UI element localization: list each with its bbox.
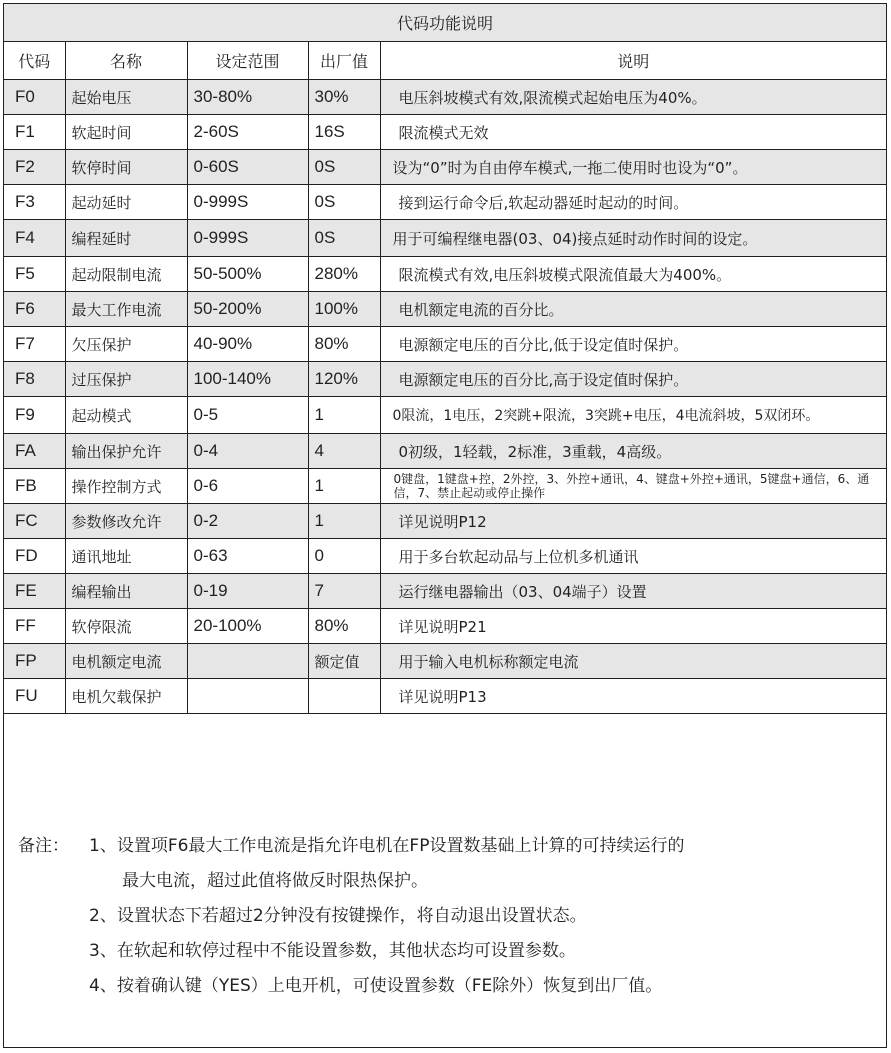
cell-code: F2 [4, 150, 65, 185]
cell-desc: 接到运行命令后,软起动器延时起动的时间。 [380, 185, 886, 220]
cell-range [187, 679, 308, 714]
cell-factory: 30% [308, 80, 380, 115]
note-line: 2、设置状态下若超过2分钟没有按键操作，将自动退出设置状态。 [89, 906, 587, 926]
table-row [4, 115, 886, 150]
note-line: 4、按着确认键（YES）上电开机，可使设置参数（FE除外）恢复到出厂值。 [89, 976, 663, 996]
cell-code: FF [4, 609, 65, 644]
table-row [4, 539, 886, 574]
cell-range: 50-200% [187, 292, 308, 327]
cell-factory: 额定值 [308, 644, 380, 679]
cell-desc: 0键盘，1键盘+控，2外控，3、外控+通讯，4、键盘+外控+通讯，5键盘+通信，6、通信，7、禁止起动或停止操作 [380, 469, 886, 504]
cell-desc: 详见说明P13 [380, 679, 886, 714]
cell-name: 起动延时 [65, 185, 187, 220]
cell-range: 50-500% [187, 257, 308, 292]
cell-desc: 用于多台软起动品与上位机多机通讯 [380, 539, 886, 574]
table-row [4, 220, 886, 257]
cell-range: 0-2 [187, 504, 308, 539]
cell-desc: 0初级，1轻载，2标准，3重载，4高级。 [380, 434, 886, 469]
cell-range: 0-5 [187, 397, 308, 434]
cell-name: 最大工作电流 [65, 292, 187, 327]
cell-factory: 80% [308, 609, 380, 644]
note-line: 1、设置项F6最大工作电流是指允许电机在FP设置数基础上计算的可持续运行的 [89, 836, 685, 856]
cell-code: FB [4, 469, 65, 504]
cell-factory: 0S [308, 185, 380, 220]
cell-desc: 0限流，1电压，2突跳+限流，3突跳+电压，4电流斜坡，5双闭环。 [380, 397, 886, 434]
note-line: 最大电流，超过此值将做反时限热保护。 [122, 871, 428, 891]
cell-desc: 电压斜坡模式有效,限流模式起始电压为40%。 [380, 80, 886, 115]
cell-factory: 0S [308, 220, 380, 257]
cell-code: F6 [4, 292, 65, 327]
cell-range: 30-80% [187, 80, 308, 115]
cell-factory: 0S [308, 150, 380, 185]
cell-name: 电机欠载保护 [65, 679, 187, 714]
cell-code: F8 [4, 362, 65, 397]
cell-name: 欠压保护 [65, 327, 187, 362]
cell-factory: 1 [308, 397, 380, 434]
cell-factory: 16S [308, 115, 380, 150]
table-row [4, 609, 886, 644]
cell-code: FP [4, 644, 65, 679]
cell-range: 40-90% [187, 327, 308, 362]
cell-code: FA [4, 434, 65, 469]
table-row [4, 504, 886, 539]
header-range: 设定范围 [187, 42, 308, 80]
cell-range: 100-140% [187, 362, 308, 397]
cell-name: 软停限流 [65, 609, 187, 644]
table-row [4, 469, 886, 504]
table-row [4, 434, 886, 469]
cell-name: 电机额定电流 [65, 644, 187, 679]
cell-name: 编程延时 [65, 220, 187, 257]
table-row [4, 397, 886, 434]
cell-name: 软停时间 [65, 150, 187, 185]
cell-desc: 限流模式无效 [380, 115, 886, 150]
cell-desc: 用于输入电机标称额定电流 [380, 644, 886, 679]
cell-factory: 120% [308, 362, 380, 397]
cell-desc: 设为“0”时为自由停车模式,一拖二使用时也设为“0”。 [380, 150, 886, 185]
cell-code: F7 [4, 327, 65, 362]
header-desc: 说明 [380, 42, 886, 80]
cell-factory: 0 [308, 539, 380, 574]
table-row [4, 574, 886, 609]
cell-factory: 1 [308, 504, 380, 539]
table-row [4, 185, 886, 220]
header-name: 名称 [65, 42, 187, 80]
table-row [4, 80, 886, 115]
cell-code: F9 [4, 397, 65, 434]
cell-range: 0-63 [187, 539, 308, 574]
table-title: 代码功能说明 [4, 4, 886, 42]
cell-factory: 280% [308, 257, 380, 292]
cell-desc: 详见说明P21 [380, 609, 886, 644]
cell-name: 起动限制电流 [65, 257, 187, 292]
cell-name: 过压保护 [65, 362, 187, 397]
cell-factory: 100% [308, 292, 380, 327]
table-row [4, 327, 886, 362]
cell-name: 软起时间 [65, 115, 187, 150]
table-row [4, 362, 886, 397]
notes-label: 备注： [18, 836, 69, 856]
cell-factory [308, 679, 380, 714]
cell-code: FC [4, 504, 65, 539]
cell-name: 参数修改允许 [65, 504, 187, 539]
cell-factory: 1 [308, 469, 380, 504]
cell-range: 0-60S [187, 150, 308, 185]
cell-code: FU [4, 679, 65, 714]
cell-range: 0-999S [187, 185, 308, 220]
cell-code: FE [4, 574, 65, 609]
table-row [4, 257, 886, 292]
cell-range: 0-999S [187, 220, 308, 257]
cell-name: 编程输出 [65, 574, 187, 609]
cell-code: F5 [4, 257, 65, 292]
code-function-sheet [3, 3, 887, 1048]
table-row [4, 644, 886, 679]
table-header-row [4, 42, 886, 80]
cell-desc: 电机额定电流的百分比。 [380, 292, 886, 327]
cell-desc: 运行继电器输出（03、04端子）设置 [380, 574, 886, 609]
cell-desc: 用于可编程继电器(03、04)接点延时动作时间的设定。 [380, 220, 886, 257]
cell-code: FD [4, 539, 65, 574]
cell-factory: 4 [308, 434, 380, 469]
table-row [4, 292, 886, 327]
table-row [4, 679, 886, 714]
cell-name: 输出保护允许 [65, 434, 187, 469]
header-factory: 出厂值 [308, 42, 380, 80]
cell-range: 20-100% [187, 609, 308, 644]
cell-range: 0-6 [187, 469, 308, 504]
cell-desc: 限流模式有效,电压斜坡模式限流值最大为400%。 [380, 257, 886, 292]
cell-name: 起始电压 [65, 80, 187, 115]
cell-range: 2-60S [187, 115, 308, 150]
cell-range: 0-19 [187, 574, 308, 609]
cell-code: F4 [4, 220, 65, 257]
cell-code: F1 [4, 115, 65, 150]
cell-range [187, 644, 308, 679]
cell-name: 操作控制方式 [65, 469, 187, 504]
cell-range: 0-4 [187, 434, 308, 469]
note-line: 3、在软起和软停过程中不能设置参数，其他状态均可设置参数。 [89, 941, 576, 961]
cell-desc: 电源额定电压的百分比,高于设定值时保护。 [380, 362, 886, 397]
cell-code: F3 [4, 185, 65, 220]
cell-factory: 80% [308, 327, 380, 362]
cell-name: 起动模式 [65, 397, 187, 434]
cell-code: F0 [4, 80, 65, 115]
cell-factory: 7 [308, 574, 380, 609]
cell-desc: 详见说明P12 [380, 504, 886, 539]
cell-desc: 电源额定电压的百分比,低于设定值时保护。 [380, 327, 886, 362]
header-code: 代码 [4, 42, 65, 80]
table-row [4, 150, 886, 185]
cell-name: 通讯地址 [65, 539, 187, 574]
code-function-table [4, 4, 886, 714]
